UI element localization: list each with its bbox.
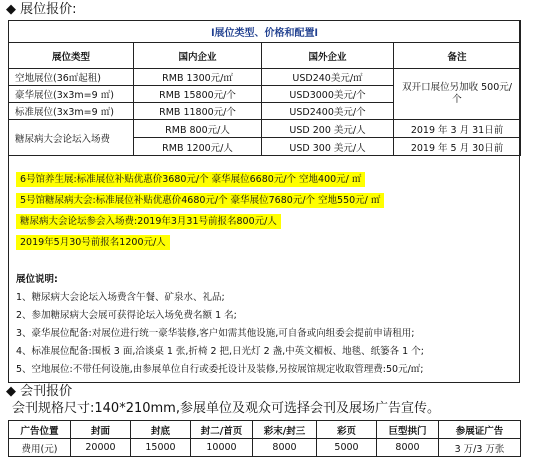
notes-title: 展位说明: — [16, 274, 58, 285]
table-caption: l展位类型、价格和配置l — [9, 21, 521, 43]
booth-price-table — [8, 20, 521, 156]
cell-type: 空地展位(36㎡起租) — [9, 69, 134, 86]
header-domestic: 国内企业 — [134, 43, 262, 69]
table-row — [9, 120, 521, 138]
cell-domestic: RMB 15800元/个 — [134, 86, 262, 103]
cell-foreign: USD3000美元/个 — [262, 86, 394, 103]
cell-foreign: USD240美元/㎡ — [262, 69, 394, 86]
ad-header: 封面 — [71, 421, 131, 439]
cell-remark: 双开口展位另加收 500元/个 — [394, 69, 521, 120]
section-heading-booth — [6, 2, 77, 18]
ad-header: 广告位置 — [9, 421, 71, 439]
ad-cell: 8000 — [253, 439, 317, 457]
cell-type: 标准展位(3x3m=9 ㎡) — [9, 103, 134, 120]
cell-foreign: USD 200 美元/人 — [262, 120, 394, 138]
section-title: 会刊报价 — [20, 384, 73, 399]
highlight-line-hall5: 5号馆糖尿病大会:标准展位补贴优惠价4680元/个 豪华展位7680元/个 空地550元/ ㎡ — [16, 193, 384, 208]
ad-cell: 8000 — [377, 439, 439, 457]
ad-cell: 15000 — [131, 439, 191, 457]
cell-foreign: USD2400美元/个 — [262, 103, 394, 120]
cell-foreign: USD 300 美元/人 — [262, 138, 394, 156]
table-row — [9, 421, 521, 439]
ad-cell: 10000 — [191, 439, 253, 457]
cell-deadline: 2019 年 3 月 31日前 — [394, 120, 521, 138]
cell-domestic: RMB 800元/人 — [134, 120, 262, 138]
cell-domestic: RMB 1200元/人 — [134, 138, 262, 156]
header-foreign: 国外企业 — [262, 43, 394, 69]
cell-domestic: RMB 11800元/个 — [134, 103, 262, 120]
ad-header: 封底 — [131, 421, 191, 439]
diamond-bullet-icon: ◆ — [6, 2, 16, 17]
highlight-line-forum-late: 2019年5月30号前报名1200元/人 — [16, 235, 170, 250]
catalog-description: 会刊规格尺寸:140*210mm,参展单位及观众可选择会刊及展场广告宣传。 — [12, 401, 440, 416]
note-item: 2、参加糖尿病大会展可获得论坛入场免费名额 1 名; — [16, 310, 237, 321]
ad-header: 参展证广告 — [439, 421, 521, 439]
ad-header: 巨型拱门 — [377, 421, 439, 439]
section-heading-catalog — [6, 384, 72, 400]
ad-cell: 费用(元) — [9, 439, 71, 457]
diamond-bullet-icon: ◆ — [6, 384, 16, 399]
ad-header: 彩末/封三 — [253, 421, 317, 439]
highlight-line-forum-fee: 糖尿病大会论坛参会入场费:2019年3月31号前报名800元/人 — [16, 214, 281, 229]
ad-cell: 3 万/3 万张 — [439, 439, 521, 457]
ad-header: 彩页 — [317, 421, 377, 439]
table-row — [9, 439, 521, 457]
ad-cell: 5000 — [317, 439, 377, 457]
note-item: 4、标准展位配备:围板 3 面,洽谈桌 1 张,折椅 2 把,日光灯 2 盏,中英文楣板、地毯、纸篓各 1 个; — [16, 346, 424, 357]
cell-forum-type: 糖尿病大会论坛入场费 — [9, 120, 134, 156]
cell-deadline: 2019 年 5 月 30日前 — [394, 138, 521, 156]
header-type: 展位类型 — [9, 43, 134, 69]
note-item: 5、空地展位:不带任何设施,由参展单位自行或委托设计及装修,另按展馆规定收取管理费:50元/㎡; — [16, 364, 424, 375]
note-item: 3、豪华展位配备:对展位进行统一豪华装修,客户如需其他设施,可自备或向组委会提前申请租用; — [16, 328, 415, 339]
cell-domestic: RMB 1300元/㎡ — [134, 69, 262, 86]
section-title: 展位报价: — [20, 2, 77, 17]
table-row — [9, 69, 521, 86]
cell-type: 豪华展位(3x3m=9 ㎡) — [9, 86, 134, 103]
ad-cell: 20000 — [71, 439, 131, 457]
header-remark: 备注 — [394, 43, 521, 69]
note-item: 1、糖尿病大会论坛入场费含午餐、矿泉水、礼品; — [16, 292, 225, 303]
highlight-line-hall6: 6号馆养生展:标准展位补贴优惠价3680元/个 豪华展位6680元/个 空地400元/ ㎡ — [16, 172, 365, 187]
ad-header: 封二/首页 — [191, 421, 253, 439]
ad-price-table — [8, 420, 521, 457]
